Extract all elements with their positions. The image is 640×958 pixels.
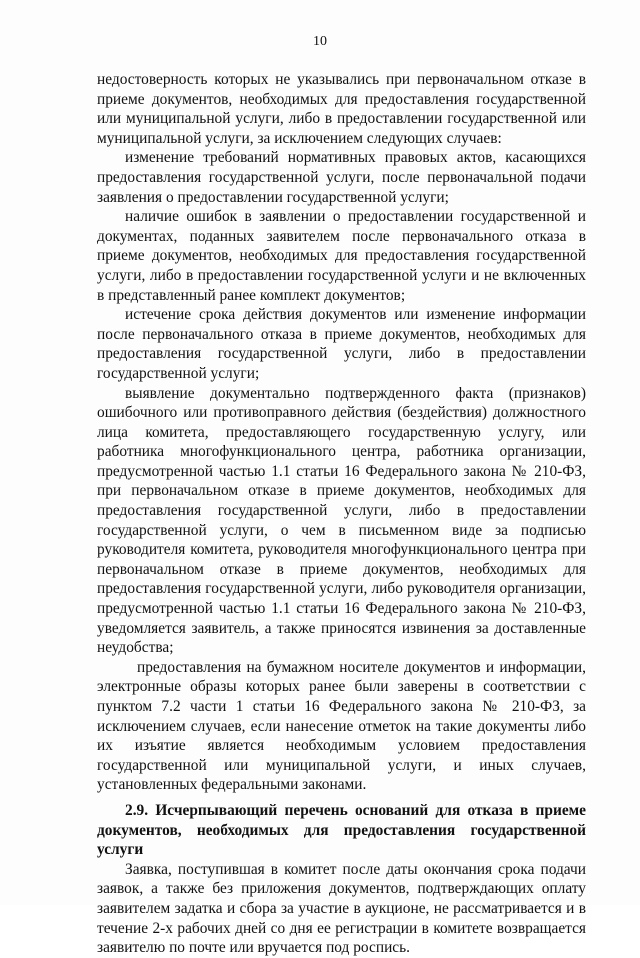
section-heading: 2.9. Исчерпывающий перечень оснований для отказа в приеме документов, необходимых для предоставления государственной услуги — [97, 801, 586, 859]
page-number: 10 — [313, 34, 327, 49]
paragraph-legal-change: изменение требований нормативных правовых актов, касающихся предоставления государственной услуги, после первоначальной подачи заявления о предоставлении государственной услуги; — [97, 149, 586, 206]
paragraph-continuation: недостоверность которых не указывались при первоначальном отказе в приеме документов, необходимых для предоставления государственной или муниципальной услуги, либо в предоставлении государственной или муниципальной услуги, за исключением следующих случаев: — [97, 71, 586, 147]
document-body — [97, 70, 586, 958]
paragraph-official-error: выявление документально подтвержденного факта (признаков) ошибочного или противоправного действия (бездействия) должностного лица комитета, предоставляющего государственную услугу, или работника многофункционального центра, работника организации, предусмотренной частью 1.1 статьи 16 Федерального закона № 210-ФЗ, при первоначальном отказе в приеме документов, необходимых для предоставления государственной услуги, либо в предоставлении государственной услуги, о чем в письменном виде за подписью руководителя комитета, руководителя многофункционального центра при первоначальном отказе в приеме документов, необходимых для предоставления государственной услуги, либо руководителя организации, предусмотренной частью 1.1 статьи 16 Федерального закона № 210-ФЗ, уведомляется заявитель, а также приносятся извинения за доставленные неудобства; — [97, 384, 586, 657]
paragraph-document-expiry: истечение срока действия документов или изменение информации после первоначального отказа в приеме документов, необходимых для предоставления государственной услуги, либо в предоставлении государственной услуги; — [97, 306, 586, 382]
paragraph-paper-documents: предоставления на бумажном носителе документов и информации, электронные образы которых ранее были заверены в соответствии с пунктом 7.2 части 1 статьи 16 Федерального закона № 210-ФЗ, за исключением случаев, если нанесение отметок на такие документы либо их изъятие является необходимым условием предоставления государственной или муниципальной услуги, и иных случаев, установленных федеральными законами. — [97, 658, 586, 794]
paragraph-application-return: Заявка, поступившая в комитет после даты окончания срока подачи заявок, а также без приложения документов, подтверждающих оплату заявителем задатка и сбора за участие в аукционе, не рассматривается и в течение 2-х рабочих дней со дня ее регистрации в комитете возвращается заявителю по почте или вручается под роспись. — [97, 860, 586, 957]
paragraph-application-errors: наличие ошибок в заявлении о предоставлении государственной и документах, поданных заявителем после первоначального отказа в приеме документов, необходимых для предоставления государственной услуги, либо в предоставлении государственной услуги и не включенных в представленный ранее комплект документов; — [97, 208, 586, 304]
